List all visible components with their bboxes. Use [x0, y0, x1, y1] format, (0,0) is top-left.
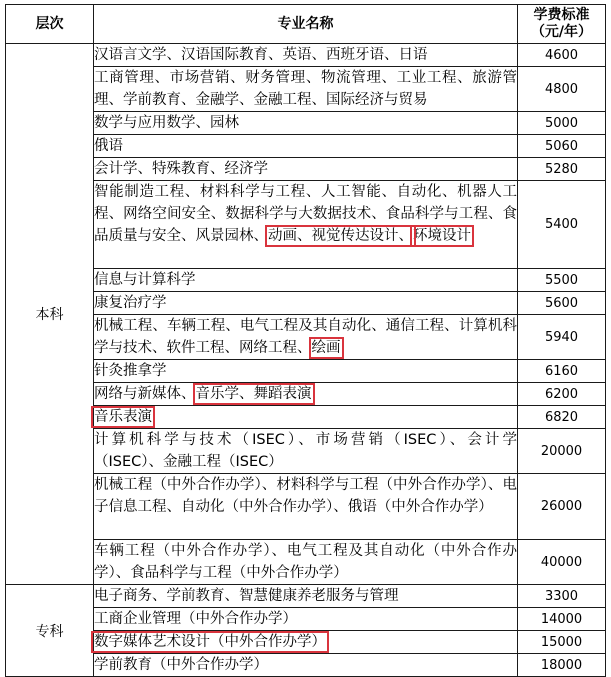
table-row — [6, 158, 606, 181]
level-cell: 专科 — [6, 585, 94, 677]
fee-cell: 5060 — [518, 135, 606, 158]
highlighted-major-text: 音乐学、舞蹈表演 — [195, 386, 312, 402]
major-name-cell — [94, 44, 518, 67]
tuition-fee-table — [5, 4, 606, 677]
fee-cell: 18000 — [518, 654, 606, 677]
table-row — [6, 406, 606, 429]
major-name-cell — [94, 429, 518, 474]
table-row — [6, 292, 606, 315]
major-text: 智能制造工程、材料科学与工程、人工智能、自动化、机器人工程、网络空间安全、数据科学与大数据技术、食品科学与工程、食品质量与安全、风景园林、 — [94, 184, 517, 244]
highlighted-major-text: 动画、视觉传达设计、 — [268, 228, 413, 244]
major-name-cell — [94, 315, 518, 360]
level-cell: 本科 — [6, 44, 94, 585]
table-row — [6, 429, 606, 474]
major-text: 信息与计算科学 — [94, 272, 196, 288]
major-text: 康复治疗学 — [94, 295, 167, 311]
fee-cell: 5500 — [518, 269, 606, 292]
fee-cell: 5000 — [518, 112, 606, 135]
table-row — [6, 654, 606, 677]
major-name-cell — [94, 540, 518, 585]
fee-cell: 5940 — [518, 315, 606, 360]
fee-cell: 20000 — [518, 429, 606, 474]
header-major: 专业名称 — [94, 5, 518, 44]
major-text: 工商企业管理（中外合作办学） — [94, 611, 297, 627]
table-row — [6, 631, 606, 654]
fee-cell: 26000 — [518, 474, 606, 540]
major-name-cell — [94, 269, 518, 292]
fee-cell: 14000 — [518, 608, 606, 631]
major-name-cell — [94, 654, 518, 677]
major-text: 数学与应用数学、园林 — [94, 115, 239, 131]
header-fee-line2: （元/年） — [530, 24, 593, 40]
highlighted-major-text: 数字媒体艺术设计（中外合作办学） — [94, 634, 326, 650]
fee-cell: 5280 — [518, 158, 606, 181]
major-name-cell — [94, 135, 518, 158]
fee-cell: 6160 — [518, 360, 606, 383]
major-text: 机械工程、车辆工程、电气工程及其自动化、通信工程、计算机科学与技术、软件工程、网络工程、 — [94, 318, 517, 356]
major-name-cell — [94, 608, 518, 631]
table-row — [6, 181, 606, 269]
major-text: 工商管理、市场营销、财务管理、物流管理、工业工程、旅游管理、学前教育、金融学、金融工程、国际经济与贸易 — [94, 70, 517, 108]
major-text: 俄语 — [94, 138, 123, 154]
major-name-cell — [94, 383, 518, 406]
major-text: 汉语言文学、汉语国际教育、英语、西班牙语、日语 — [94, 47, 428, 63]
table-row — [6, 67, 606, 112]
table-row — [6, 269, 606, 292]
major-name-cell — [94, 585, 518, 608]
fee-cell: 4800 — [518, 67, 606, 112]
major-name-cell — [94, 631, 518, 654]
major-text: 针灸推拿学 — [94, 363, 167, 379]
fee-cell: 6200 — [518, 383, 606, 406]
table-row — [6, 44, 606, 67]
table-row — [6, 585, 606, 608]
major-name-cell — [94, 158, 518, 181]
major-name-cell — [94, 112, 518, 135]
highlighted-major-text: 音乐表演 — [94, 409, 152, 425]
highlighted-major-text: 绘画 — [311, 340, 341, 356]
major-text: 会计学、特殊教育、经济学 — [94, 161, 268, 177]
major-text: 网络与新媒体、 — [94, 386, 196, 402]
header-row — [6, 5, 606, 44]
table-row — [6, 474, 606, 540]
fee-cell: 6820 — [518, 406, 606, 429]
fee-cell: 40000 — [518, 540, 606, 585]
header-fee — [518, 5, 606, 44]
table-row — [6, 540, 606, 585]
table-row — [6, 360, 606, 383]
table-row — [6, 112, 606, 135]
major-name-cell — [94, 406, 518, 429]
major-name-cell — [94, 292, 518, 315]
major-name-cell — [94, 474, 518, 540]
major-name-cell — [94, 67, 518, 112]
header-fee-line1: 学费标准 — [533, 7, 590, 23]
major-text: 计算机科学与技术（ISEC）、市场营销（ISEC）、会计学（ISEC）、金融工程（ISEC） — [94, 432, 517, 470]
highlighted-major-text: 环境设计 — [413, 228, 471, 244]
fee-cell: 3300 — [518, 585, 606, 608]
fee-cell: 4600 — [518, 44, 606, 67]
major-name-cell — [94, 360, 518, 383]
major-text: 机械工程（中外合作办学）、材料科学与工程（中外合作办学）、电子信息工程、自动化（中外合作办学）、俄语（中外合作办学） — [94, 477, 517, 515]
fee-cell: 15000 — [518, 631, 606, 654]
table-row — [6, 383, 606, 406]
major-text: 学前教育（中外合作办学） — [94, 657, 268, 673]
major-text: 车辆工程（中外合作办学）、电气工程及其自动化（中外合作办学）、食品科学与工程（中外合作办学） — [94, 543, 517, 581]
major-text: 电子商务、学前教育、智慧健康养老服务与管理 — [94, 588, 399, 604]
fee-cell: 5600 — [518, 292, 606, 315]
table-row — [6, 135, 606, 158]
major-name-cell — [94, 181, 518, 269]
table-row — [6, 315, 606, 360]
table-body — [6, 44, 606, 677]
header-level: 层次 — [6, 5, 94, 44]
table-row — [6, 608, 606, 631]
fee-cell: 5400 — [518, 181, 606, 269]
